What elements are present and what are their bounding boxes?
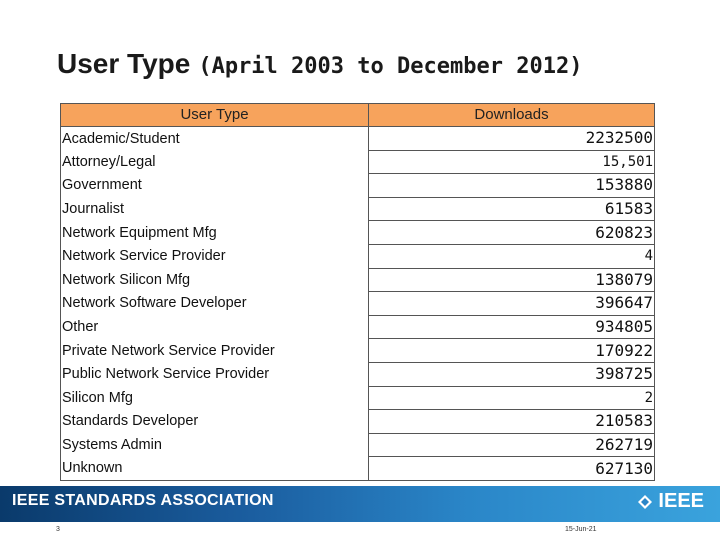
downloads-cell: 262719 xyxy=(369,433,655,457)
table-row xyxy=(61,292,655,316)
user-type-cell: Journalist xyxy=(61,197,369,221)
table-row xyxy=(61,386,655,410)
table-row xyxy=(61,150,655,174)
table-row xyxy=(61,127,655,151)
column-header-user-type: User Type xyxy=(61,104,369,127)
user-type-cell: Other xyxy=(61,315,369,339)
user-type-cell: Systems Admin xyxy=(61,433,369,457)
user-type-cell: Standards Developer xyxy=(61,410,369,434)
user-type-cell: Network Equipment Mfg xyxy=(61,221,369,245)
downloads-table xyxy=(60,103,655,481)
table-row xyxy=(61,197,655,221)
downloads-cell: 398725 xyxy=(369,362,655,386)
column-header-downloads: Downloads xyxy=(369,104,655,127)
downloads-cell: 934805 xyxy=(369,315,655,339)
user-type-cell: Network Software Developer xyxy=(61,292,369,316)
table-row xyxy=(61,362,655,386)
downloads-cell: 620823 xyxy=(369,221,655,245)
downloads-cell: 210583 xyxy=(369,410,655,434)
ieee-logo xyxy=(638,490,704,513)
table-row xyxy=(61,433,655,457)
table-row xyxy=(61,268,655,292)
downloads-cell: 2232500 xyxy=(369,127,655,151)
title-date-range: (April 2003 to December 2012) xyxy=(198,54,583,79)
table-row xyxy=(61,339,655,363)
table-row xyxy=(61,315,655,339)
user-type-cell: Academic/Student xyxy=(61,127,369,151)
table-row xyxy=(61,410,655,434)
downloads-cell: 396647 xyxy=(369,292,655,316)
ieee-logo-text: IEEE xyxy=(658,490,704,512)
ieee-diamond-icon xyxy=(638,495,652,509)
downloads-cell: 138079 xyxy=(369,268,655,292)
user-type-cell: Network Service Provider xyxy=(61,244,369,268)
title-main: User Type xyxy=(57,48,191,79)
page-number: 3 xyxy=(56,526,60,533)
user-type-cell: Unknown xyxy=(61,457,369,481)
slide-title xyxy=(57,48,582,80)
downloads-cell: 61583 xyxy=(369,197,655,221)
downloads-cell: 153880 xyxy=(369,174,655,198)
downloads-cell: 15,501 xyxy=(369,150,655,174)
table-row xyxy=(61,457,655,481)
slide-date: 15-Jun-21 xyxy=(565,526,597,533)
table-row xyxy=(61,244,655,268)
table-row xyxy=(61,174,655,198)
downloads-cell: 170922 xyxy=(369,339,655,363)
table-header-row xyxy=(61,104,655,127)
user-type-cell: Network Silicon Mfg xyxy=(61,268,369,292)
user-type-cell: Attorney/Legal xyxy=(61,150,369,174)
footer-banner xyxy=(0,486,720,522)
downloads-cell: 627130 xyxy=(369,457,655,481)
downloads-cell: 4 xyxy=(369,244,655,268)
user-type-cell: Public Network Service Provider xyxy=(61,362,369,386)
table-row xyxy=(61,221,655,245)
user-type-cell: Silicon Mfg xyxy=(61,386,369,410)
user-type-cell: Private Network Service Provider xyxy=(61,339,369,363)
footer-brand-text: IEEE STANDARDS ASSOCIATION xyxy=(12,492,274,509)
downloads-cell: 2 xyxy=(369,386,655,410)
user-type-cell: Government xyxy=(61,174,369,198)
